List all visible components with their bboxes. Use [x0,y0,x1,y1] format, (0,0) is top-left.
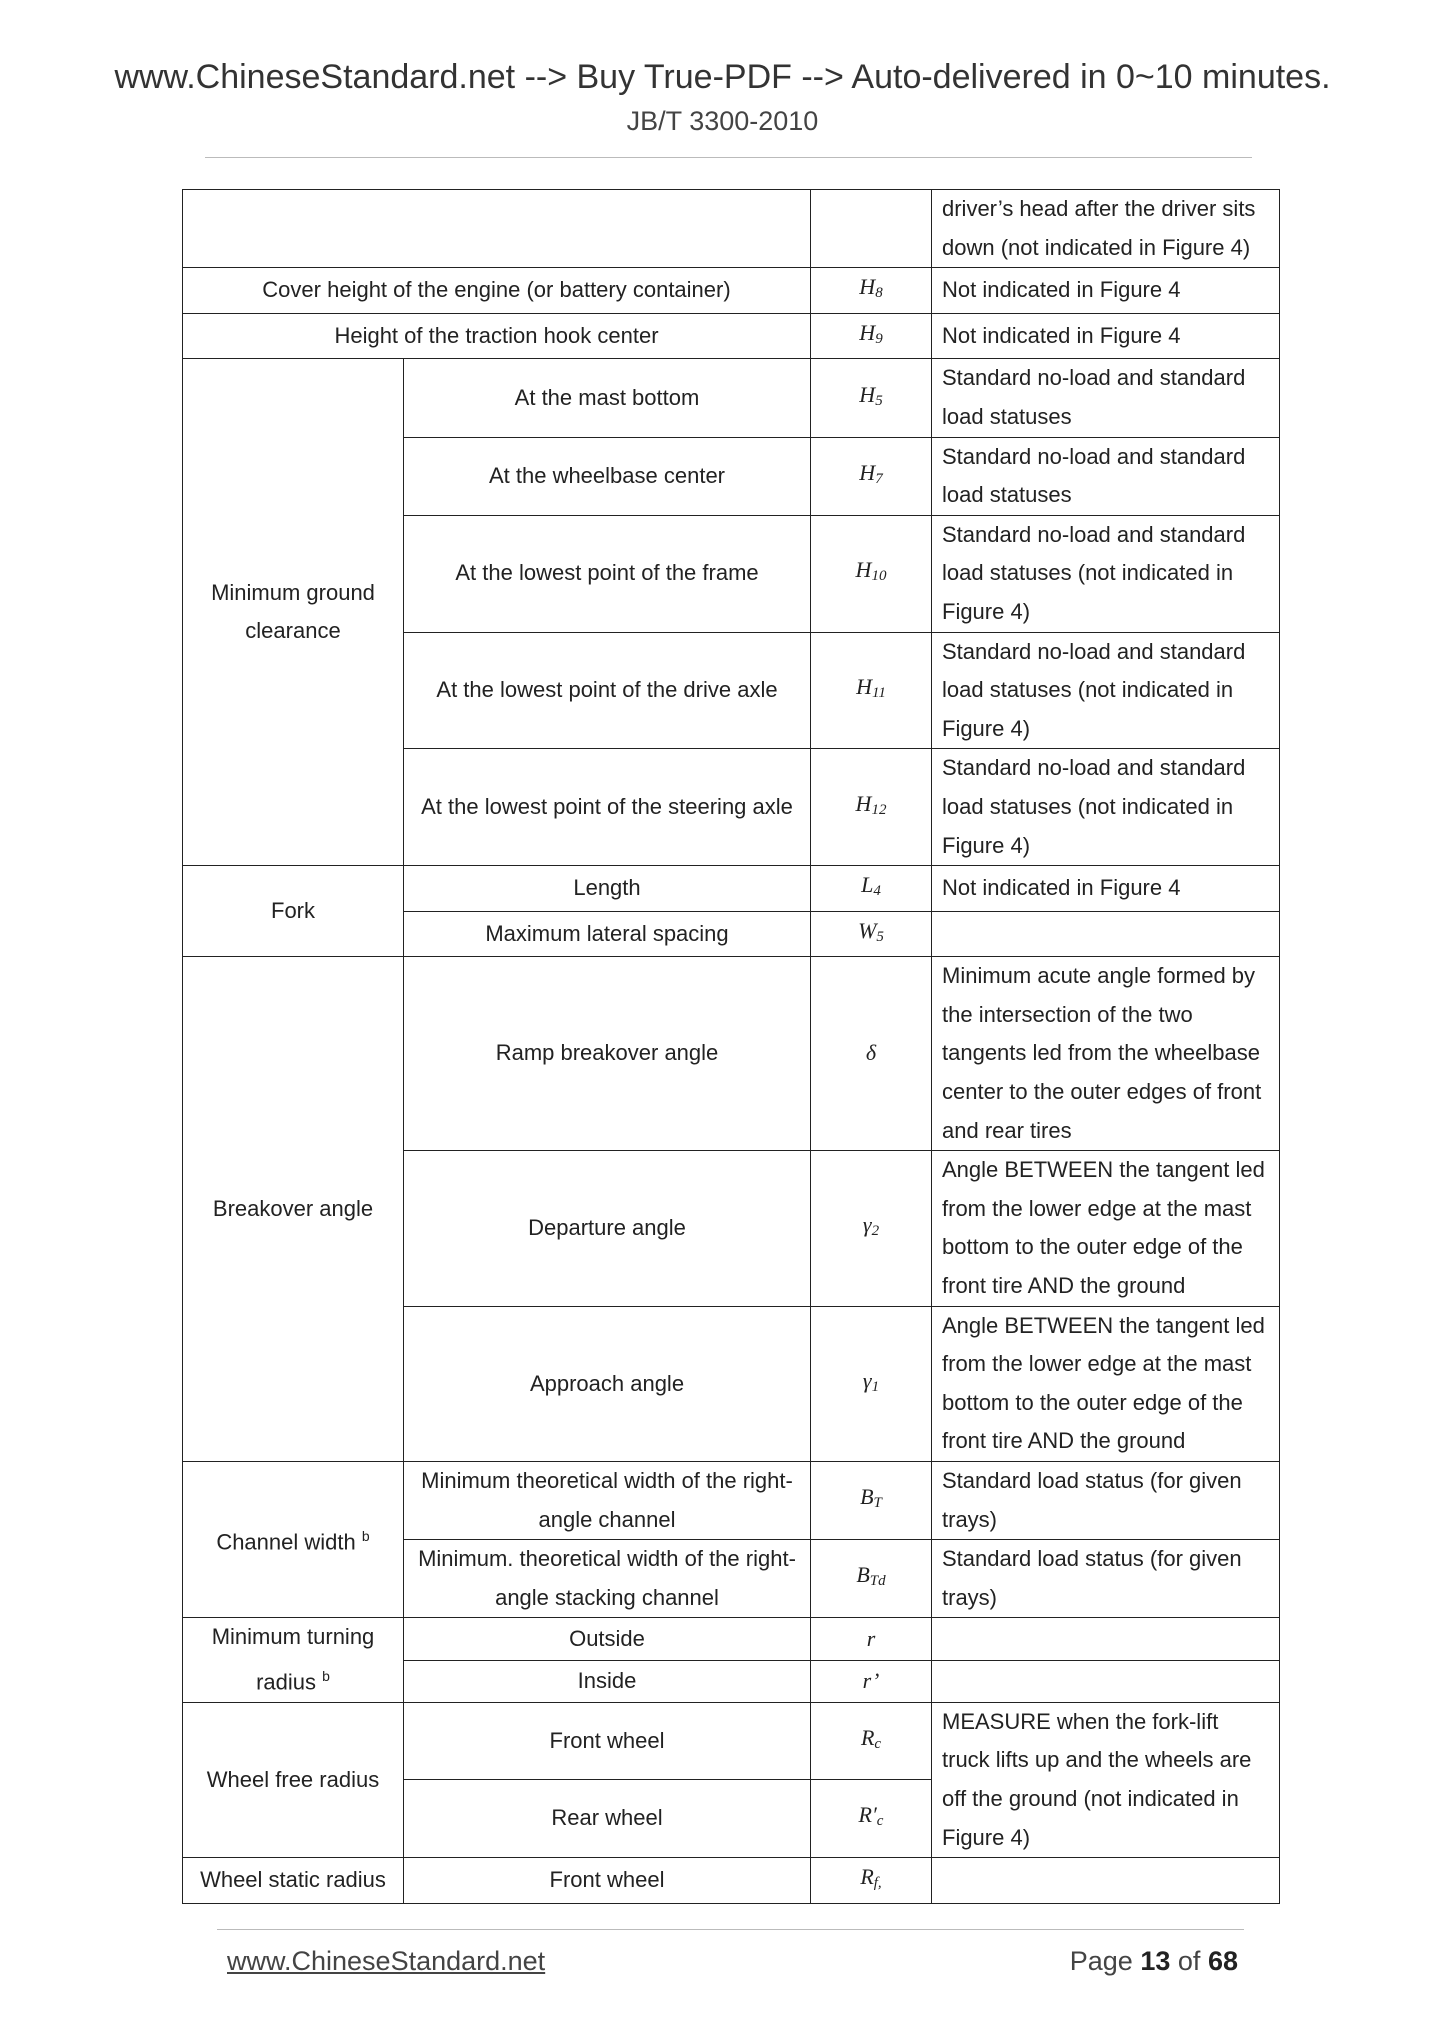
symbol-cell: $\gamma_1$ [811,1306,932,1461]
group-cell-channel-width: Channel width $^b$ [183,1462,404,1618]
table-row [183,1858,1280,1904]
table-cell-empty [811,190,932,268]
description-cell: Standard no-load and standard load statuses [932,437,1280,515]
symbol-cell: $H_{11}$ [811,632,932,749]
item-cell: Length [404,866,811,912]
item-cell: Front wheel [404,1858,811,1904]
page-number: 13 [1140,1946,1171,1976]
symbol-cell: $H_{10}$ [811,515,932,632]
spec-table [182,189,1280,1904]
header-banner: www.ChineseStandard.net --> Buy True-PDF --> Auto-delivered in 0~10 minutes. [114,58,1331,96]
description-cell [932,911,1280,957]
item-cell: At the lowest point of the steering axle [404,749,811,866]
item-cell: Departure angle [404,1151,811,1306]
symbol-cell: $B_{Td}$ [811,1540,932,1618]
description-cell: Angle BETWEEN the tangent led from the lower edge at the mast bottom to the outer edge of the front tire AND the ground [932,1306,1280,1461]
document-id: JB/T 3300-2010 [626,106,819,136]
item-cell: At the lowest point of the frame [404,515,811,632]
group-cell-turning-radius: Minimum turning radius $^b$ [183,1618,404,1703]
symbol-cell: $L_4$ [811,866,932,912]
description-cell: Standard no-load and standard load statuses (not indicated in Figure 4) [932,632,1280,749]
group-cell-breakover-angle: Breakover angle [183,957,404,1462]
table-row [183,359,1280,437]
item-cell: Cover height of the engine (or battery container) [183,268,811,314]
table-row [183,313,1280,359]
symbol-cell: $H_{12}$ [811,749,932,866]
item-cell: Height of the traction hook center [183,313,811,359]
description-cell: Not indicated in Figure 4 [932,268,1280,314]
symbol-cell: $R_{f,}$ [811,1858,932,1904]
group-cell-fork: Fork [183,866,404,957]
footer-divider [217,1929,1244,1930]
item-cell: Maximum lateral spacing [404,911,811,957]
item-cell: Front wheel [404,1702,811,1779]
description-cell: Angle BETWEEN the tangent led from the lower edge at the mast bottom to the outer edge of the front tire AND the ground [932,1151,1280,1306]
symbol-cell: $R'_c$ [811,1780,932,1858]
group-cell-wheel-static-radius: Wheel static radius [183,1858,404,1904]
group-cell-ground-clearance: Minimum ground clearance [183,359,404,866]
table-row [183,1702,1280,1779]
symbol-cell: $R_c$ [811,1702,932,1779]
symbol-cell: $B_T$ [811,1462,932,1540]
table-cell-empty [183,190,811,268]
table-row [183,866,1280,912]
symbol-cell: $H_7$ [811,437,932,515]
description-cell: MEASURE when the fork-lift truck lifts up and the wheels are off the ground (not indicated in Figure 4) [932,1702,1280,1857]
description-cell: Not indicated in Figure 4 [932,313,1280,359]
description-cell: Standard load status (for given trays) [932,1540,1280,1618]
symbol-cell: $H_8$ [811,268,932,314]
description-cell [932,1618,1280,1660]
symbol-cell: $\gamma_2$ [811,1151,932,1306]
symbol-cell: δ [811,957,932,1151]
item-cell: At the mast bottom [404,359,811,437]
symbol-cell: $W_5$ [811,911,932,957]
description-cell [932,1660,1280,1702]
page-indicator: Page 13 of 68 [1069,1946,1238,1976]
description-cell [932,1858,1280,1904]
item-cell: Outside [404,1618,811,1660]
item-cell: Minimum theoretical width of the right-angle channel [404,1462,811,1540]
description-cell: Standard no-load and standard load statuses (not indicated in Figure 4) [932,515,1280,632]
description-cell: Minimum acute angle formed by the intersection of the two tangents led from the wheelbase center to the outer edges of front and rear tires [932,957,1280,1151]
footnote-marker: b [322,1667,330,1684]
header-divider [205,157,1252,158]
symbol-cell: r’ [811,1660,932,1702]
item-cell: Approach angle [404,1306,811,1461]
group-cell-wheel-free-radius: Wheel free radius [183,1702,404,1857]
item-cell: Rear wheel [404,1780,811,1858]
page-total: 68 [1207,1946,1238,1976]
table-row [183,190,1280,268]
footer-link[interactable]: www.ChineseStandard.net [227,1946,546,1976]
symbol-cell: $H_5$ [811,359,932,437]
description-cell: Standard load status (for given trays) [932,1462,1280,1540]
symbol-cell: $H_9$ [811,313,932,359]
description-cell: Not indicated in Figure 4 [932,866,1280,912]
footnote-marker: b [361,1528,370,1545]
table-row [183,1618,1280,1660]
table-row [183,268,1280,314]
item-cell: At the wheelbase center [404,437,811,515]
description-cell: Standard no-load and standard load statuses (not indicated in Figure 4) [932,749,1280,866]
table-row [183,957,1280,1151]
item-cell: Ramp breakover angle [404,957,811,1151]
item-cell: At the lowest point of the drive axle [404,632,811,749]
item-cell: Inside [404,1660,811,1702]
table-row [183,1462,1280,1540]
description-cell: Standard no-load and standard load statuses [932,359,1280,437]
symbol-cell: r [811,1618,932,1660]
item-cell: Minimum. theoretical width of the right-angle stacking channel [404,1540,811,1618]
description-cell: driver’s head after the driver sits down (not indicated in Figure 4) [932,190,1280,268]
